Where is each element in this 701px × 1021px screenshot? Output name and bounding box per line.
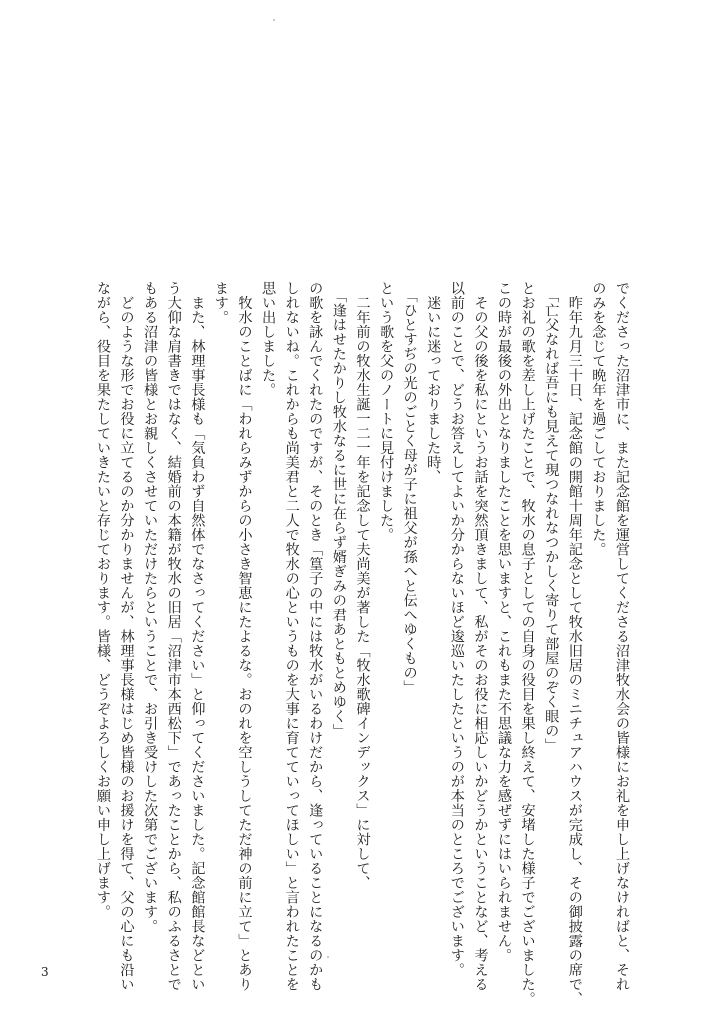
page-number: 3 [41,965,49,979]
text-column: 以前のことで、どうお答えしてよいか分からないほど逡巡いたしたというのが本当のところでございます。 [448,281,465,977]
vertical-text-body [90,281,633,1006]
text-column: の歌を詠んでくれたのですが、そのとき「篁子の中には牧水がいるわけだから、逢っていることになるのかも [307,281,324,992]
text-column: どのような形でお役に立てるのか分かりませんが、林理事長様はじめ皆様のお援けを得て、父の心にも沿い [118,281,135,992]
text-column: ます。 [212,281,229,325]
text-column: 牧水のことばに「われらみずからの小さき智恵にたよるな。おのれを空しうしてただ神の前に立て」とあり [236,281,253,992]
text-column: 迷いに迷っておりました時、 [425,281,442,484]
text-column: のみを念じて晩年を過ごしておりました。 [590,281,607,557]
text-column: しれないね。これからも尚美君と二人で牧水の心というものを大事に育てていってほしい」と言われたことを [283,281,300,992]
text-column: という歌を父のノートに見付けました。 [378,281,395,542]
text-column: 二年前の牧水生誕一二一年を記念して夫尚美が著した「牧水歌碑インデックス」に対して、 [354,281,371,890]
text-column: 思い出しました。 [260,281,277,397]
text-column: ながら、役目を果たしていきたいと存じております。皆様、どうぞよろしくお願い申し上げます。 [94,281,111,919]
scan-speck [327,956,329,958]
text-column: でくださった沼津市に、また記念館を運営してくださる沼津牧水会の皆様にお礼を申し上げなければと、それ [614,281,630,992]
text-column: また、林理事長様も「気負わず自然体でなさってください」と仰ってくださいました。記念館館長などとい [189,281,206,992]
text-column: 「亡父なれば吾にも見えて現つなれなつかしく寄りて部屋のぞく眼の」 [543,281,560,753]
text-column: 「逢はせたかりし牧水なるに世に在らず婿ぎみの君あともとめゆく」 [330,281,347,738]
text-column: 昨年九月三十日、記念館の開館十周年記念として牧水旧居のミニチュアハウスが完成し、その御披露の席で、 [566,281,583,1006]
text-column: その父の後を私にというお話を突然頂きまして、私がそのお役に相応しいかどうかということなど、考える [472,281,489,992]
text-column: もある沼津の皆様とお親しくさせていただけたらということで、お引き受けした次第でございます。 [142,281,159,934]
text-column: 「ひとすぢの光のごとく母が子に祖父が孫へと伝へゆくもの」 [401,281,418,695]
text-column: う大仰な肩書きではなく、結婚前の本籍が牧水の旧居「沼津市本西松下」であったことから、私のふるさとで [165,281,182,992]
scan-speck [273,19,275,21]
text-column: とお礼の歌を差し上げたことで、牧水の息子としての自身の役目を果し終えて、安堵した様子でございました。 [519,281,536,1006]
text-column: この時が最後の外出となりましたことを思いますと、これもまた不思議な力を感ぜずにはいられません。 [496,281,513,963]
